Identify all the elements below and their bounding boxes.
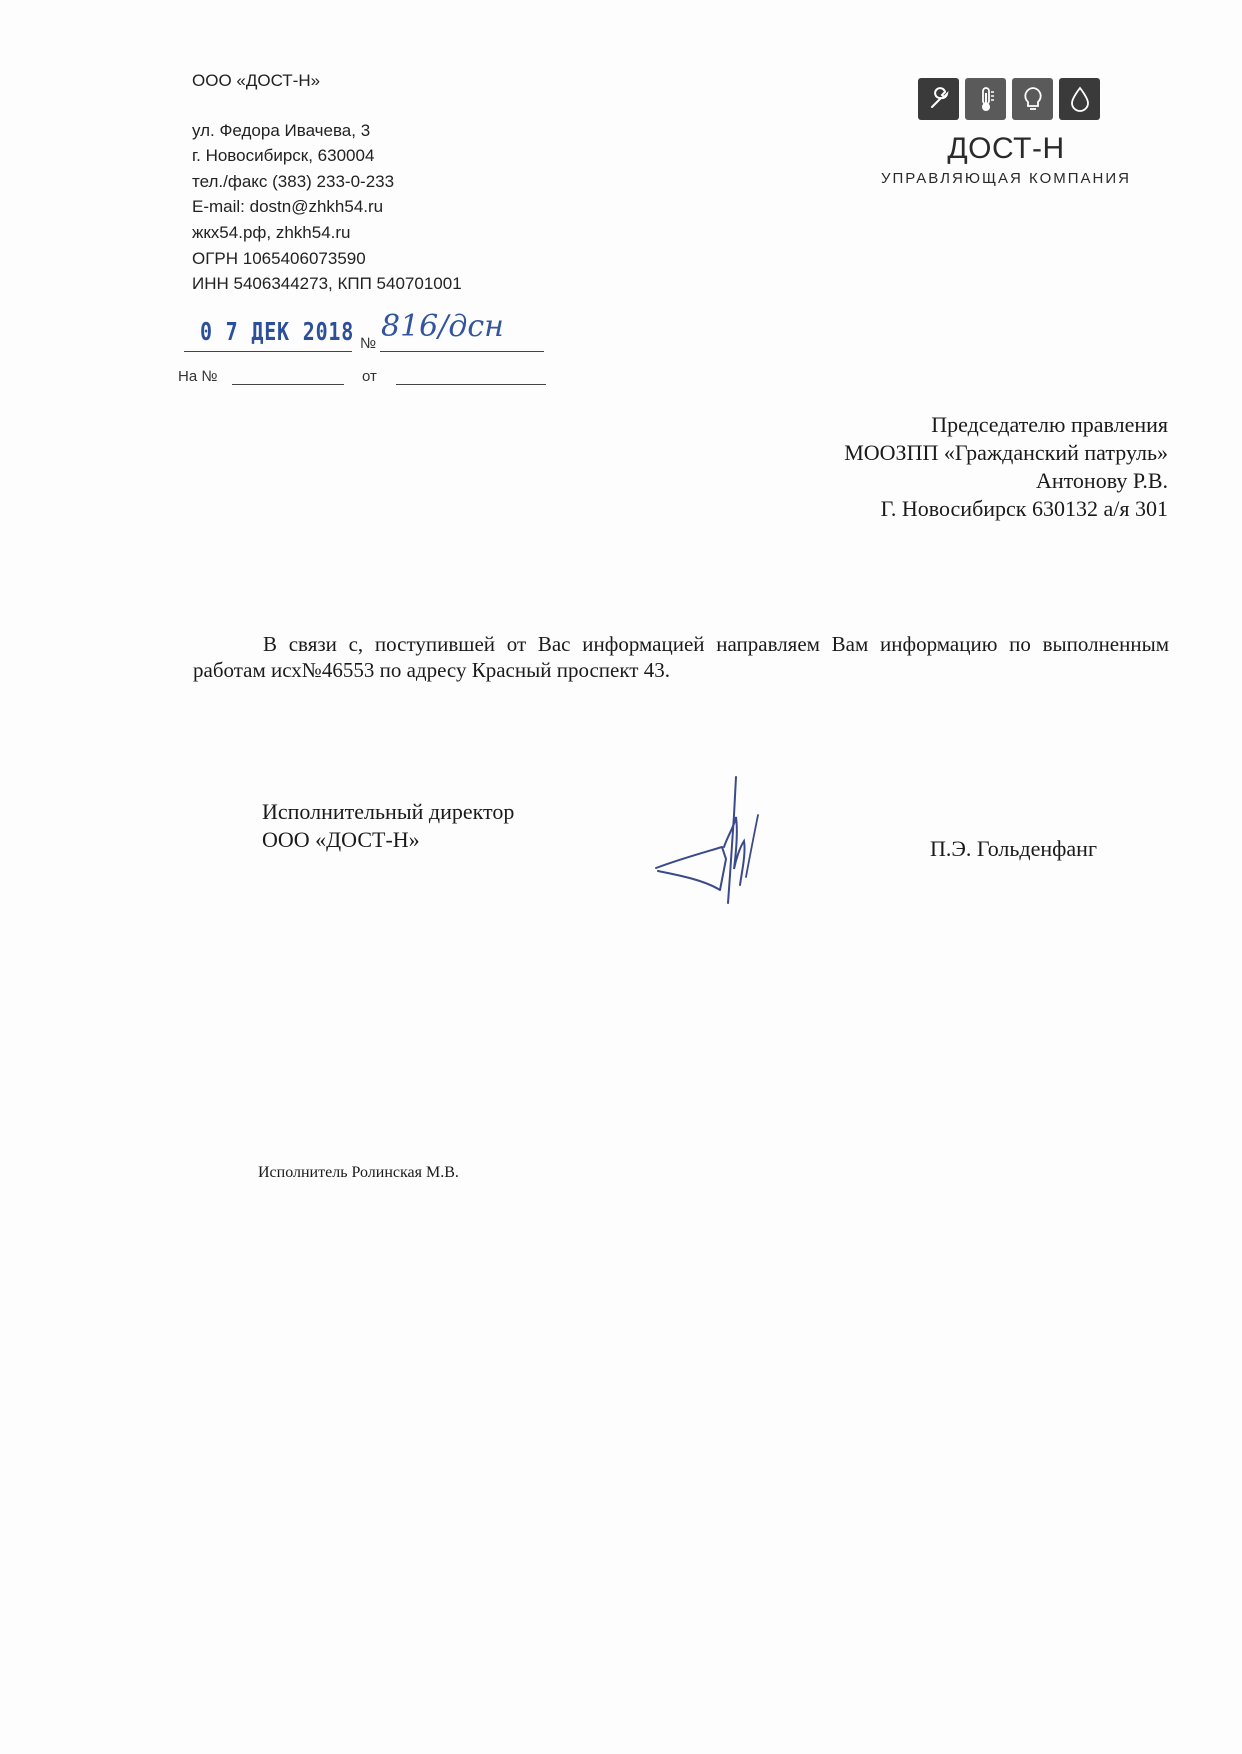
sender-email: E-mail: dostn@zhkh54.ru <box>192 197 384 217</box>
addressee-organization: МООЗПП «Гражданский патруль» <box>844 440 1168 465</box>
lightbulb-icon <box>1012 78 1053 120</box>
number-underline <box>380 351 544 352</box>
sender-block <box>192 68 552 297</box>
outgoing-number: 816/дсн <box>381 309 504 344</box>
ref-underline <box>232 384 344 385</box>
addressee-position: Председателю правления <box>931 412 1168 437</box>
sender-street: ул. Федора Ивачева, 3 <box>192 120 371 140</box>
number-label: № <box>360 335 377 352</box>
logo-name: ДОСТ-Н <box>947 132 1065 165</box>
water-drop-icon <box>1059 78 1100 120</box>
letter-body: В связи с, поступившей от Вас информацией направляем Вам информацию по выполненным работам исх№46553 по адресу Красный проспект 43. <box>193 632 1169 682</box>
executor-note: Исполнитель Ролинская М.В. <box>258 1164 459 1181</box>
signatory-position: Исполнительный директор <box>262 799 515 824</box>
from-underline <box>396 384 546 385</box>
sender-website: жкх54.рф, zhkh54.ru <box>192 222 351 242</box>
sender-city: г. Новосибирск, 630004 <box>192 146 375 166</box>
ref-label: На № <box>178 368 218 385</box>
date-stamp: 0 7 ДЕК 2018 <box>200 317 355 346</box>
sender-ogrn: ОГРН 1065406073590 <box>192 248 366 268</box>
registration-block <box>178 309 564 395</box>
date-underline <box>184 351 352 352</box>
logo-icons <box>918 78 1106 120</box>
addressee-name: Антонову Р.В. <box>1035 468 1168 493</box>
logo-subtitle: УПРАВЛЯЮЩАЯ КОМПАНИЯ <box>880 170 1131 187</box>
sender-phone: тел./факс (383) 233-0-233 <box>192 171 395 191</box>
handwritten-signature <box>650 775 800 915</box>
thermometer-icon <box>965 78 1006 120</box>
sender-org: ООО «ДОСТ-Н» <box>192 71 321 90</box>
addressee-address: Г. Новосибирск 630132 а/я 301 <box>880 496 1168 521</box>
wrench-icon <box>918 78 959 120</box>
sender-inn: ИНН 5406344273, КПП 540701001 <box>192 274 462 294</box>
signatory-org: ООО «ДОСТ-Н» <box>262 827 420 852</box>
signatory-name: П.Э. Гольденфанг <box>930 836 1097 861</box>
signatory-title <box>262 798 514 854</box>
from-label: от <box>362 368 377 385</box>
addressee-block <box>844 411 1168 523</box>
